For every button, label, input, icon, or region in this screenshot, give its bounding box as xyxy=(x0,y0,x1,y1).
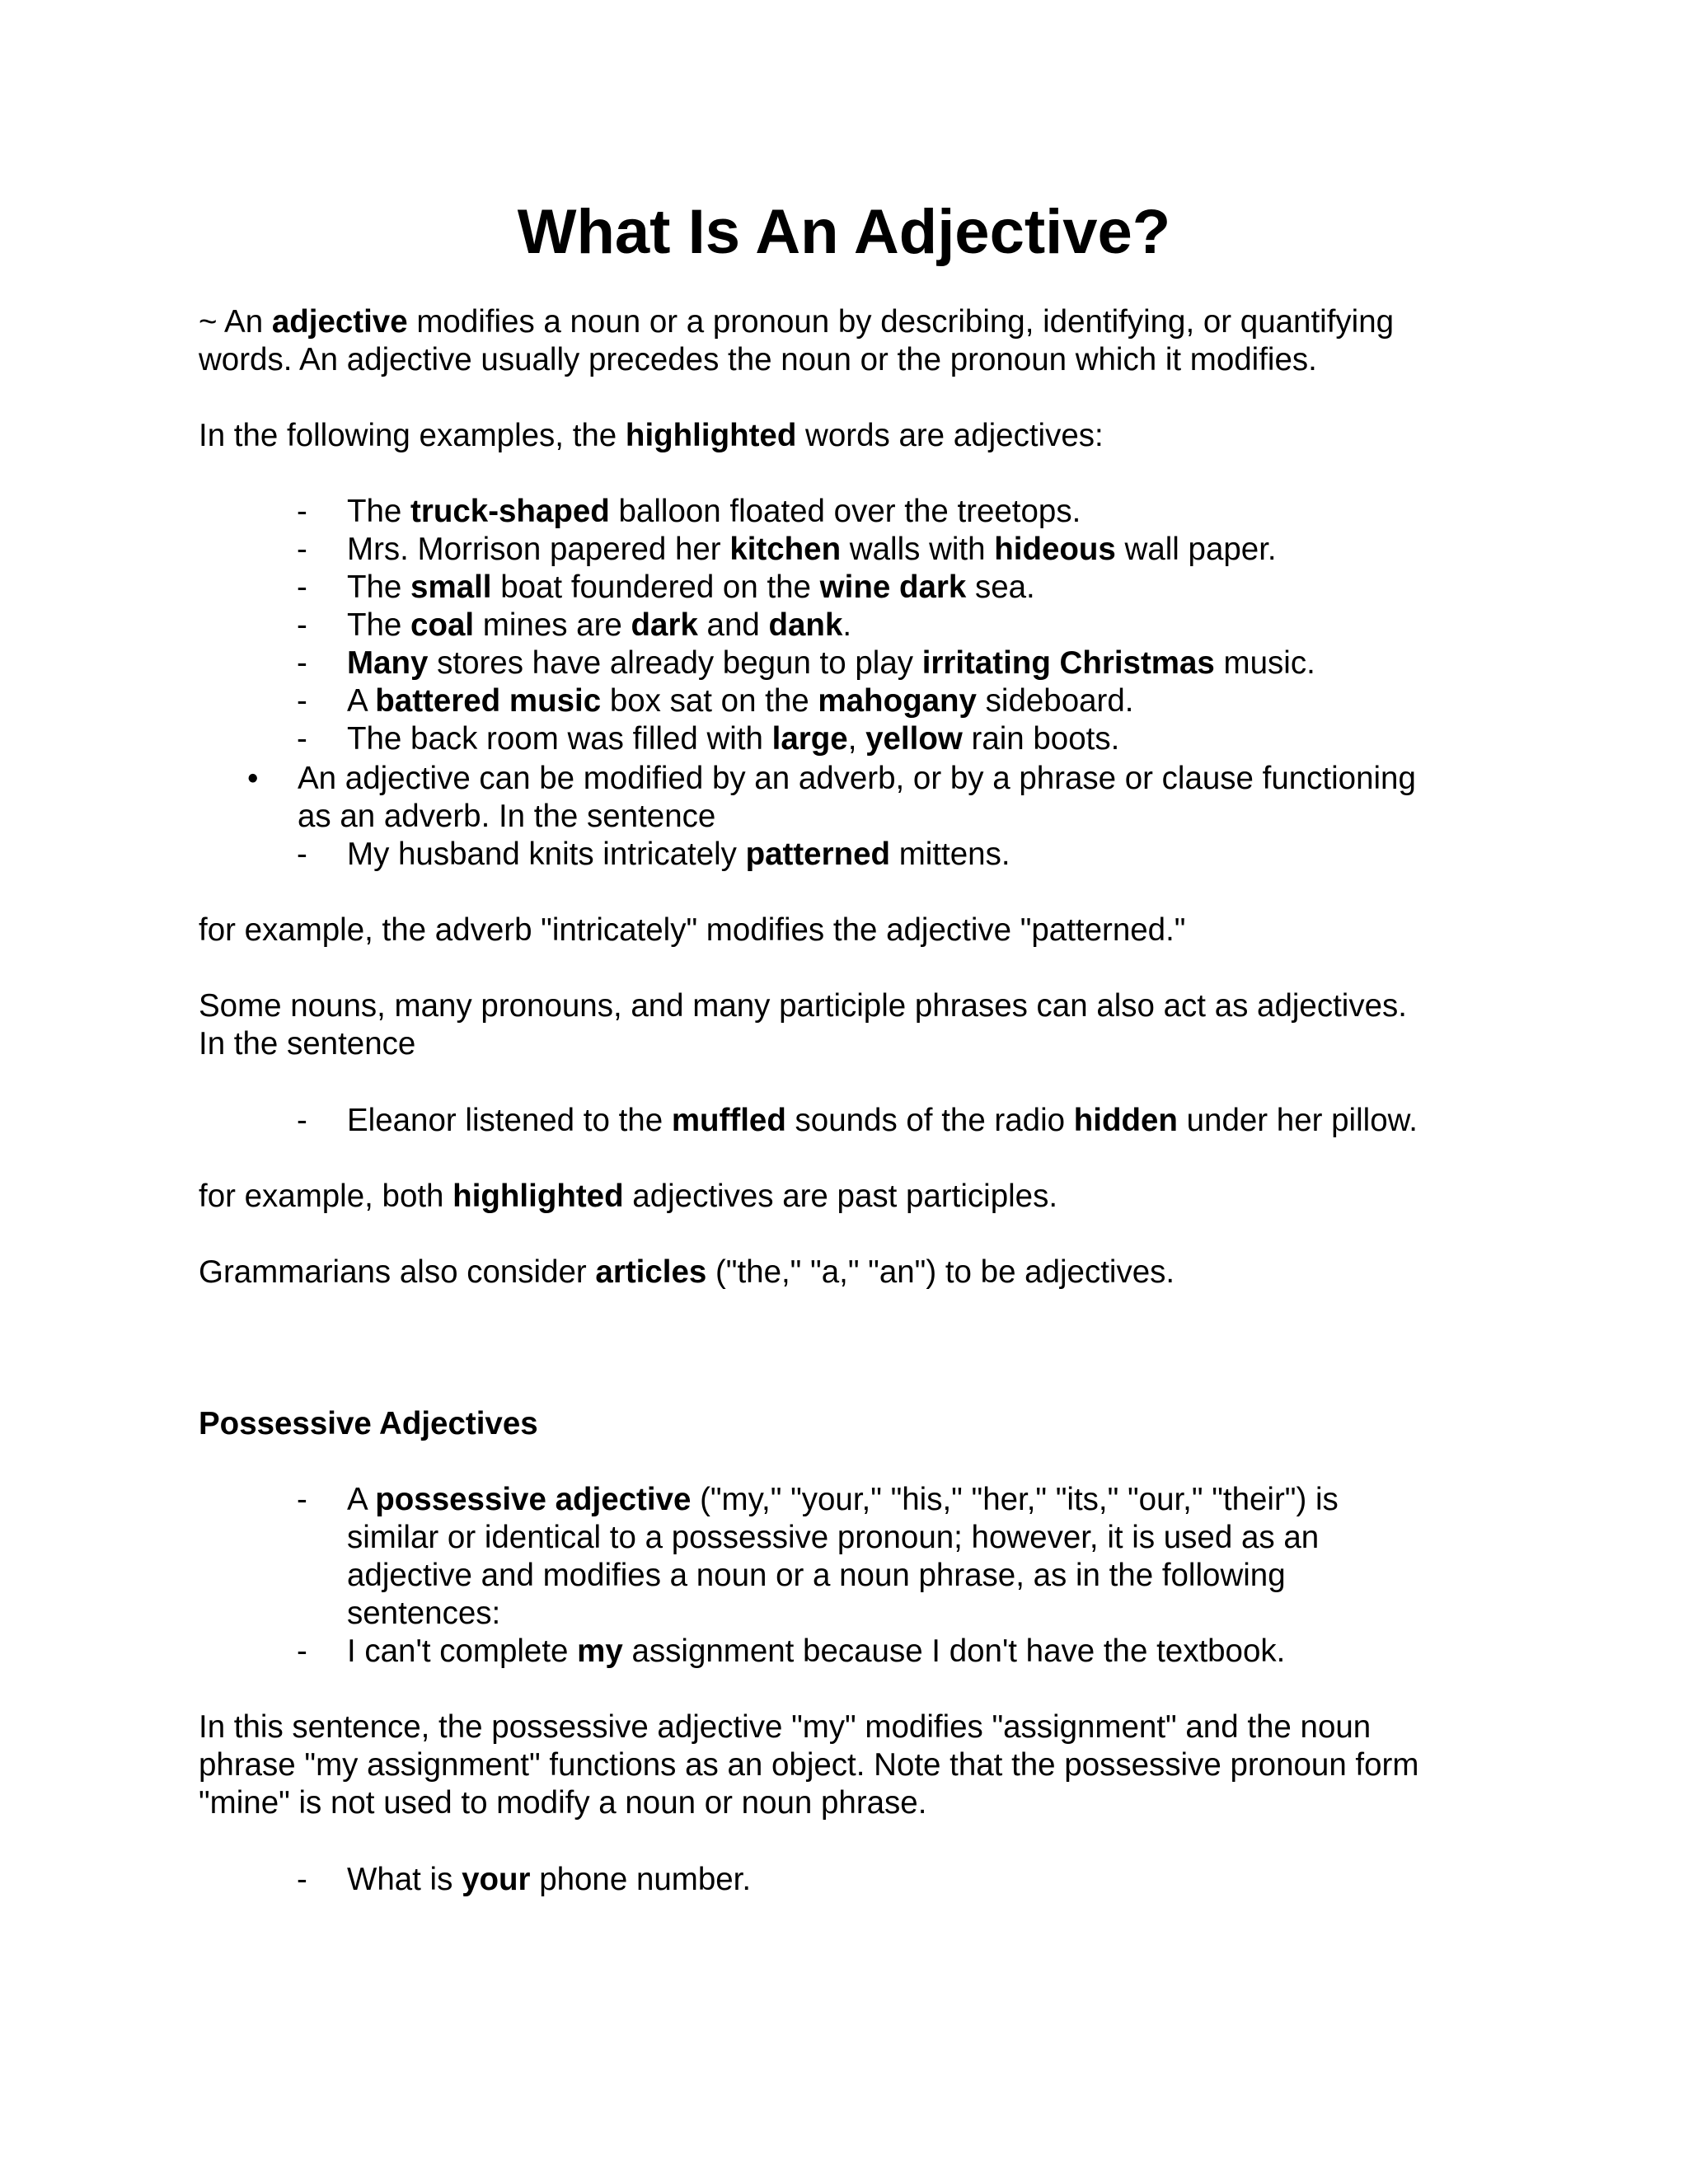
intro-line-1 xyxy=(199,303,1517,341)
text-span: The xyxy=(347,569,411,605)
participle-note xyxy=(199,1178,1517,1216)
dash-marker: - xyxy=(297,837,307,872)
text-span: box sat on the xyxy=(601,683,818,719)
text-span: mines are xyxy=(474,607,631,643)
text-span: for example, both xyxy=(199,1179,453,1214)
text-span: boat foundered on the xyxy=(491,569,820,605)
text-span: sounds of the radio xyxy=(785,1103,1074,1138)
adjective-highlight: dank xyxy=(768,607,843,643)
list-item-text xyxy=(347,569,1501,607)
adjective-highlight: yellow xyxy=(865,721,963,757)
possessive-note-line-2: phrase "my assignment" functions as an object. Note that the possessive pronoun form xyxy=(199,1747,1419,1783)
adjective-highlight: hidden xyxy=(1073,1103,1178,1138)
adjective-highlight: hideous xyxy=(994,532,1116,567)
bullet-text xyxy=(298,760,1451,836)
list-item-text xyxy=(347,1102,1501,1140)
adjective-highlight: Many xyxy=(347,645,429,681)
text-span: under her pillow. xyxy=(1177,1103,1418,1138)
adverb-note: for example, the adverb "intricately" modifies the adjective "patterned." xyxy=(199,912,1186,948)
term-highlight: highlighted xyxy=(452,1179,624,1214)
dash-marker: - xyxy=(297,721,307,757)
possessive-note-line-1: In this sentence, the possessive adjective "my" modifies "assignment" and the noun xyxy=(199,1709,1372,1745)
dash-marker: - xyxy=(297,569,307,605)
adjective-highlight: muffled xyxy=(671,1103,786,1138)
text-span: ("the," "a," "an") to be adjectives. xyxy=(706,1254,1175,1290)
adjective-highlight: dark xyxy=(631,607,698,643)
list-item-text xyxy=(347,1861,1501,1899)
list-item-text xyxy=(347,607,1501,644)
text-span: and xyxy=(697,607,769,643)
adjective-highlight: wine dark xyxy=(819,569,967,605)
text-span: The xyxy=(347,494,411,529)
possessive-line-4: sentences: xyxy=(347,1596,501,1631)
examples-intro xyxy=(199,417,1517,455)
term-highlight: possessive adjective xyxy=(375,1482,692,1517)
list-item-text xyxy=(347,493,1501,531)
dash-marker: - xyxy=(297,1633,307,1669)
examples-intro-after: words are adjectives: xyxy=(796,418,1104,453)
dash-marker: - xyxy=(297,1862,307,1897)
text-span: music. xyxy=(1214,645,1315,681)
text-span: balloon floated over the treetops. xyxy=(609,494,1081,529)
text-span: walls with xyxy=(841,532,995,567)
intro-prefix: ~ An xyxy=(199,304,272,340)
nouns-para-line-2: In the sentence xyxy=(199,1026,416,1062)
adjective-highlight: truck-shaped xyxy=(410,494,610,529)
text-span: What is xyxy=(347,1862,462,1897)
adjective-highlight: kitchen xyxy=(729,532,842,567)
list-item-text xyxy=(347,1481,1501,1633)
list-item-text xyxy=(347,836,1501,874)
text-span: . xyxy=(842,607,852,643)
dash-marker: - xyxy=(297,1482,307,1517)
possessive-line-1 xyxy=(347,1481,1501,1519)
bullet-line-2: as an adverb. In the sentence xyxy=(298,799,716,834)
text-span: , xyxy=(847,721,866,757)
intro-line-2: words. An adjective usually precedes the noun or the pronoun which it modifies. xyxy=(199,342,1317,377)
section-heading: Possessive Adjectives xyxy=(199,1406,538,1441)
text-span: stores have already begun to play xyxy=(428,645,922,681)
page-title: What Is An Adjective? xyxy=(517,197,1171,267)
text-span: Eleanor listened to the xyxy=(347,1103,672,1138)
bullet-marker: • xyxy=(247,761,259,796)
text-span: sea. xyxy=(966,569,1035,605)
adjective-highlight: patterned xyxy=(745,837,891,872)
examples-intro-term: highlighted xyxy=(625,418,797,453)
list-item-text xyxy=(347,531,1501,569)
text-span: Mrs. Morrison papered her xyxy=(347,532,730,567)
examples-intro-before: In the following examples, the xyxy=(199,418,626,453)
adjective-highlight: your xyxy=(462,1862,531,1897)
intro-line1-rest: modifies a noun or a pronoun by describing, identifying, or quantifying xyxy=(407,304,1395,340)
adjective-highlight: coal xyxy=(410,607,475,643)
text-span: The xyxy=(347,607,411,643)
adjective-highlight: mahogany xyxy=(818,683,977,719)
articles-note xyxy=(199,1254,1517,1291)
dash-marker: - xyxy=(297,683,307,719)
possessive-line-2: similar or identical to a possessive pronoun; however, it is used as an xyxy=(347,1520,1320,1555)
list-item-text xyxy=(347,1633,1501,1671)
bullet-line-1: An adjective can be modified by an adverb, or by a phrase or clause functioning xyxy=(298,761,1416,796)
dash-marker: - xyxy=(297,494,307,529)
adjective-highlight: my xyxy=(577,1633,623,1669)
adjective-highlight: irritating Christmas xyxy=(921,645,1215,681)
dash-marker: - xyxy=(297,532,307,567)
adjective-highlight: battered music xyxy=(375,683,602,719)
term-highlight: articles xyxy=(595,1254,707,1290)
text-span: A xyxy=(347,683,376,719)
text-span: rain boots. xyxy=(962,721,1120,757)
list-item-text xyxy=(347,720,1501,758)
text-span: adjectives are past participles. xyxy=(623,1179,1058,1214)
text-span: Grammarians also consider xyxy=(199,1254,596,1290)
adjective-highlight: small xyxy=(410,569,492,605)
text-span: wall paper. xyxy=(1115,532,1277,567)
text-span: mittens. xyxy=(890,837,1010,872)
text-span: A xyxy=(347,1482,376,1517)
text-span: The back room was filled with xyxy=(347,721,772,757)
list-item-text xyxy=(347,644,1501,682)
text-span: I can't complete xyxy=(347,1633,578,1669)
adjective-highlight: large xyxy=(771,721,848,757)
intro-term: adjective xyxy=(271,304,408,340)
nouns-para-line-1: Some nouns, many pronouns, and many participle phrases can also act as adjectives. xyxy=(199,988,1407,1024)
dash-marker: - xyxy=(297,607,307,643)
possessive-note-line-3: "mine" is not used to modify a noun or noun phrase. xyxy=(199,1785,927,1821)
possessive-line-3: adjective and modifies a noun or a noun phrase, as in the following xyxy=(347,1558,1286,1593)
text-span: My husband knits intricately xyxy=(347,837,746,872)
text-span: phone number. xyxy=(530,1862,752,1897)
dash-marker: - xyxy=(297,1103,307,1138)
text-span: sideboard. xyxy=(976,683,1134,719)
list-item-text xyxy=(347,682,1501,720)
text-span: ("my," "your," "his," "her," "its," "our," "their") is xyxy=(691,1482,1339,1517)
dash-marker: - xyxy=(297,645,307,681)
text-span: assignment because I don't have the textbook. xyxy=(622,1633,1286,1669)
